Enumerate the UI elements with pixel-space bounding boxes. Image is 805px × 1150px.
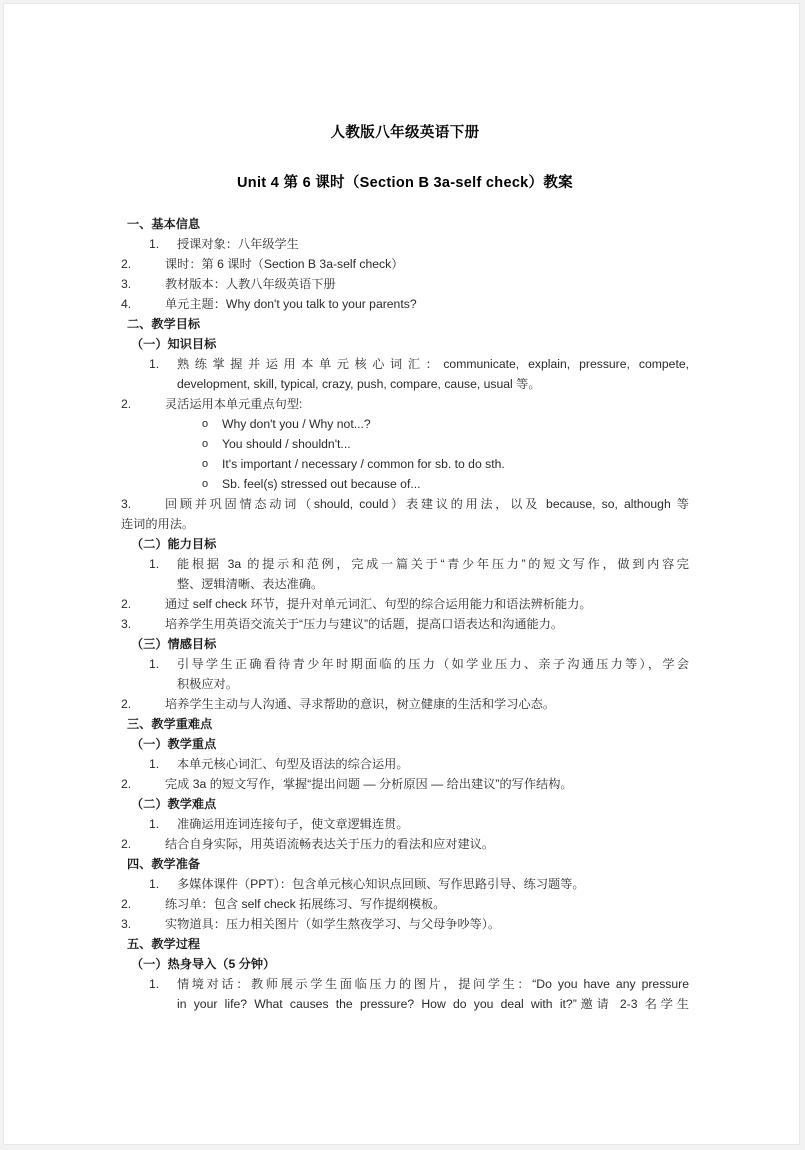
list-marker: 3.	[121, 277, 132, 291]
list-text: You should / shouldn't...	[222, 437, 351, 451]
list-item	[121, 594, 689, 614]
section-heading-basic-info: 一、基本信息	[127, 217, 201, 231]
list-marker: 1.	[149, 757, 160, 771]
list-marker: 2.	[121, 397, 132, 411]
list-text: Why don't you / Why not...?	[222, 417, 371, 431]
list-text: 灵活运用本单元重点句型:	[165, 397, 303, 411]
list-item	[121, 274, 689, 294]
document-page	[3, 3, 800, 1145]
list-marker: 2.	[121, 597, 132, 611]
list-text: 通过 self check 环节，提升对单元词汇、句型的综合运用能力和语法辨析能力。	[165, 597, 592, 611]
list-text: 单元主题：Why don't you talk to your parents?	[165, 297, 417, 311]
list-item	[121, 814, 689, 834]
list-text-line2: development, skill, typical, crazy, push, compare, cause, usual 等。	[177, 377, 541, 391]
document-content	[121, 4, 689, 1014]
list-text-line1: 情境对话：教师展示学生面临压力的图片，提问学生：“Do you have any pressure	[177, 977, 689, 991]
list-item	[121, 394, 689, 414]
circle-bullet-icon: o	[202, 418, 209, 430]
list-item	[121, 354, 689, 394]
list-item	[121, 554, 689, 594]
list-text: 练习单：包含 self check 拓展练习、写作提纲模板。	[165, 897, 446, 911]
list-marker: 2.	[121, 897, 132, 911]
list-marker: 2.	[121, 837, 132, 851]
list-marker: 3.	[121, 917, 132, 931]
list-text: 结合自身实际，用英语流畅表达关于压力的看法和应对建议。	[165, 837, 495, 851]
section-heading-preparation: 四、教学准备	[127, 857, 201, 871]
list-text: 培养学生主动与人沟通、寻求帮助的意识，树立健康的生活和学习心态。	[165, 697, 555, 711]
list-marker: 3.	[121, 617, 132, 631]
list-item	[121, 694, 689, 714]
list-text: 多媒体课件（PPT）：包含单元核心知识点回顾、写作思路引导、练习题等。	[177, 877, 585, 891]
list-item	[121, 614, 689, 634]
list-item	[121, 234, 689, 254]
list-marker: 1.	[149, 657, 160, 671]
list-text: 授课对象：八年级学生	[177, 237, 299, 251]
circle-bullet-icon: o	[202, 438, 209, 450]
list-text: 本单元核心词汇、句型及语法的综合运用。	[177, 757, 409, 771]
list-marker: 4.	[121, 297, 132, 311]
section-heading-key-difficulties: 三、教学重难点	[127, 717, 213, 731]
list-marker: 1.	[149, 557, 160, 571]
list-marker: 1.	[149, 237, 160, 251]
subsection-heading-key-points: （一）教学重点	[131, 737, 217, 751]
list-marker: 1.	[149, 357, 160, 371]
list-marker: 3.	[121, 497, 132, 511]
list-text: It's important / necessary / common for sb. to do sth.	[222, 457, 505, 471]
document-title: 人教版八年级英语下册	[330, 125, 480, 141]
list-item	[121, 254, 689, 274]
list-text-line1: 回顾并巩固情态动词（should, could）表建议的用法，以及 because, so, although 等	[165, 497, 689, 511]
list-item	[121, 474, 689, 494]
list-marker: 2.	[121, 777, 132, 791]
list-text: 课时：第 6 课时（Section B 3a-self check）	[165, 257, 404, 271]
list-item	[121, 434, 689, 454]
list-text-line1: 熟练掌握并运用本单元核心词汇：communicate, explain, pressure, compete,	[177, 357, 689, 371]
subsection-heading-emotional-goals: （三）情感目标	[131, 637, 217, 651]
list-marker: 2.	[121, 257, 132, 271]
list-marker: 1.	[149, 977, 160, 991]
list-item	[121, 914, 689, 934]
list-text-line1: 引导学生正确看待青少年时期面临的压力（如学业压力、亲子沟通压力等），学会	[177, 657, 689, 671]
list-marker: 1.	[149, 877, 160, 891]
list-item	[121, 874, 689, 894]
list-text-line2: 整、逻辑清晰、表达准确。	[177, 577, 324, 591]
section-heading-teaching-goals: 二、教学目标	[127, 317, 201, 331]
list-item	[121, 294, 689, 314]
list-item	[121, 654, 689, 694]
list-text-line2: in your life? What causes the pressure? How do you deal with it?”邀请 2-3 名学生	[177, 997, 689, 1011]
list-item	[121, 414, 689, 434]
list-item	[121, 754, 689, 774]
list-item	[121, 494, 689, 514]
list-item	[121, 974, 689, 1014]
subsection-heading-ability-goals: （二）能力目标	[131, 537, 217, 551]
list-item	[121, 454, 689, 474]
list-text: 教材版本：人教八年级英语下册	[165, 277, 336, 291]
list-text: 准确运用连词连接句子，使文章逻辑连贯。	[177, 817, 409, 831]
list-text: 完成 3a 的短文写作，掌握“提出问题 — 分析原因 — 给出建议”的写作结构。	[165, 777, 573, 791]
list-text: Sb. feel(s) stressed out because of...	[222, 477, 421, 491]
list-text: 培养学生用英语交流关于“压力与建议”的话题，提高口语表达和沟通能力。	[165, 617, 564, 631]
list-text-continuation: 连词的用法。	[121, 517, 195, 531]
list-marker: 2.	[121, 697, 132, 711]
list-item	[121, 894, 689, 914]
list-item	[121, 774, 689, 794]
subsection-heading-knowledge-goals: （一）知识目标	[131, 337, 217, 351]
list-text: 实物道具：压力相关图片（如学生熬夜学习、与父母争吵等）。	[165, 917, 501, 931]
document-subtitle: Unit 4 第 6 课时（Section B 3a-self check）教案	[237, 175, 573, 191]
list-text-line1: 能根据 3a 的提示和范例，完成一篇关于“青少年压力”的短文写作，做到内容完	[177, 557, 689, 571]
list-marker: 1.	[149, 817, 160, 831]
list-item	[121, 834, 689, 854]
section-heading-process: 五、教学过程	[127, 937, 201, 951]
list-text-line2: 积极应对。	[177, 677, 238, 691]
circle-bullet-icon: o	[202, 478, 209, 490]
subsection-heading-difficult-points: （二）教学难点	[131, 797, 217, 811]
subsection-heading-warmup: （一）热身导入（5 分钟）	[131, 957, 276, 971]
circle-bullet-icon: o	[202, 458, 209, 470]
